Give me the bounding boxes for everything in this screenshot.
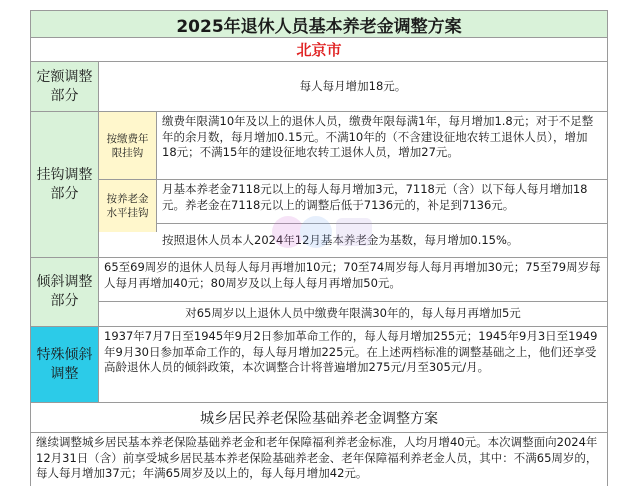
city-heading: 北京市 bbox=[31, 38, 607, 62]
special-adjustment-label: 特殊倾斜调整 bbox=[31, 327, 99, 402]
rural-content: 继续调整城乡居民基本养老保险基础养老金和老年保障福利养老金标准，人均月增40元。本次调整面向2024年12月31日（含）前享受城乡居民基本养老保险基础养老金、老年保障福利养老金人员，其中：不满65周岁的，每人每月增加37元；年满65周岁及以上的，每人每月增加42元。 bbox=[36, 435, 598, 480]
years-linked-content: 缴费年限满10年及以上的退休人员，缴费年限每满1年，每月增加1.8元；对于不足整年的余月数，每月增加0.15元。不满10年的（不含建设征地农转工退休人员），增加18元；不满15年的建设征地农转工退休人员，增加27元。 bbox=[157, 112, 607, 180]
tilt-years30-content: 对65周岁以上退休人员中缴费年限满30年的，每人每月再增加5元 bbox=[185, 306, 521, 321]
fixed-adjustment-row bbox=[31, 62, 607, 112]
tilt-adjustment-row bbox=[31, 258, 607, 327]
years-linked-label: 按缴费年限挂钩 bbox=[99, 112, 157, 180]
linked-adjustment-label: 挂钩调整部分 bbox=[31, 112, 99, 257]
fixed-adjustment-label: 定额调整部分 bbox=[31, 62, 99, 111]
special-adjustment-row bbox=[31, 327, 607, 403]
fixed-adjustment-content: 每人每月增加18元。 bbox=[299, 78, 407, 93]
ratio-linked-content: 按照退休人员本人2024年12月基本养老金为基数，每月增加0.15%。 bbox=[162, 232, 519, 247]
linked-adjustment-row bbox=[31, 112, 607, 258]
special-adjustment-content: 1937年7月7日至1945年9月2日参加革命工作的，每人每月增加255元；1945年9月3日至1949年9月30日参加革命工作的，每人每月增加225元。在上述两档标准的调整基础之上，他们还享受高龄退休人员的倾斜政策，本次调整合计将普遍增加275元/月至305元/月。 bbox=[104, 329, 598, 374]
tilt-age-content: 65至69周岁的退休人员每人每月再增加10元；70至74周岁每人每月再增加30元；75至79周岁每人每月再增加40元；80周岁及以上每人每月再增加50元。 bbox=[99, 258, 607, 302]
page-title: 2025年退休人员基本养老金调整方案 bbox=[31, 10, 607, 38]
level-linked-label: 按养老金水平挂钩 bbox=[99, 180, 157, 232]
tilt-adjustment-label: 倾斜调整部分 bbox=[31, 258, 99, 326]
pension-table bbox=[30, 10, 608, 486]
rural-title: 城乡居民养老保险基础养老金调整方案 bbox=[31, 403, 607, 433]
level-linked-content: 月基本养老金7118元以上的每人每月增加3元，7118元（含）以下每人每月增加18元。养老金在7118元以上的调整后低于7136元的，补足到7136元。 bbox=[157, 180, 607, 224]
